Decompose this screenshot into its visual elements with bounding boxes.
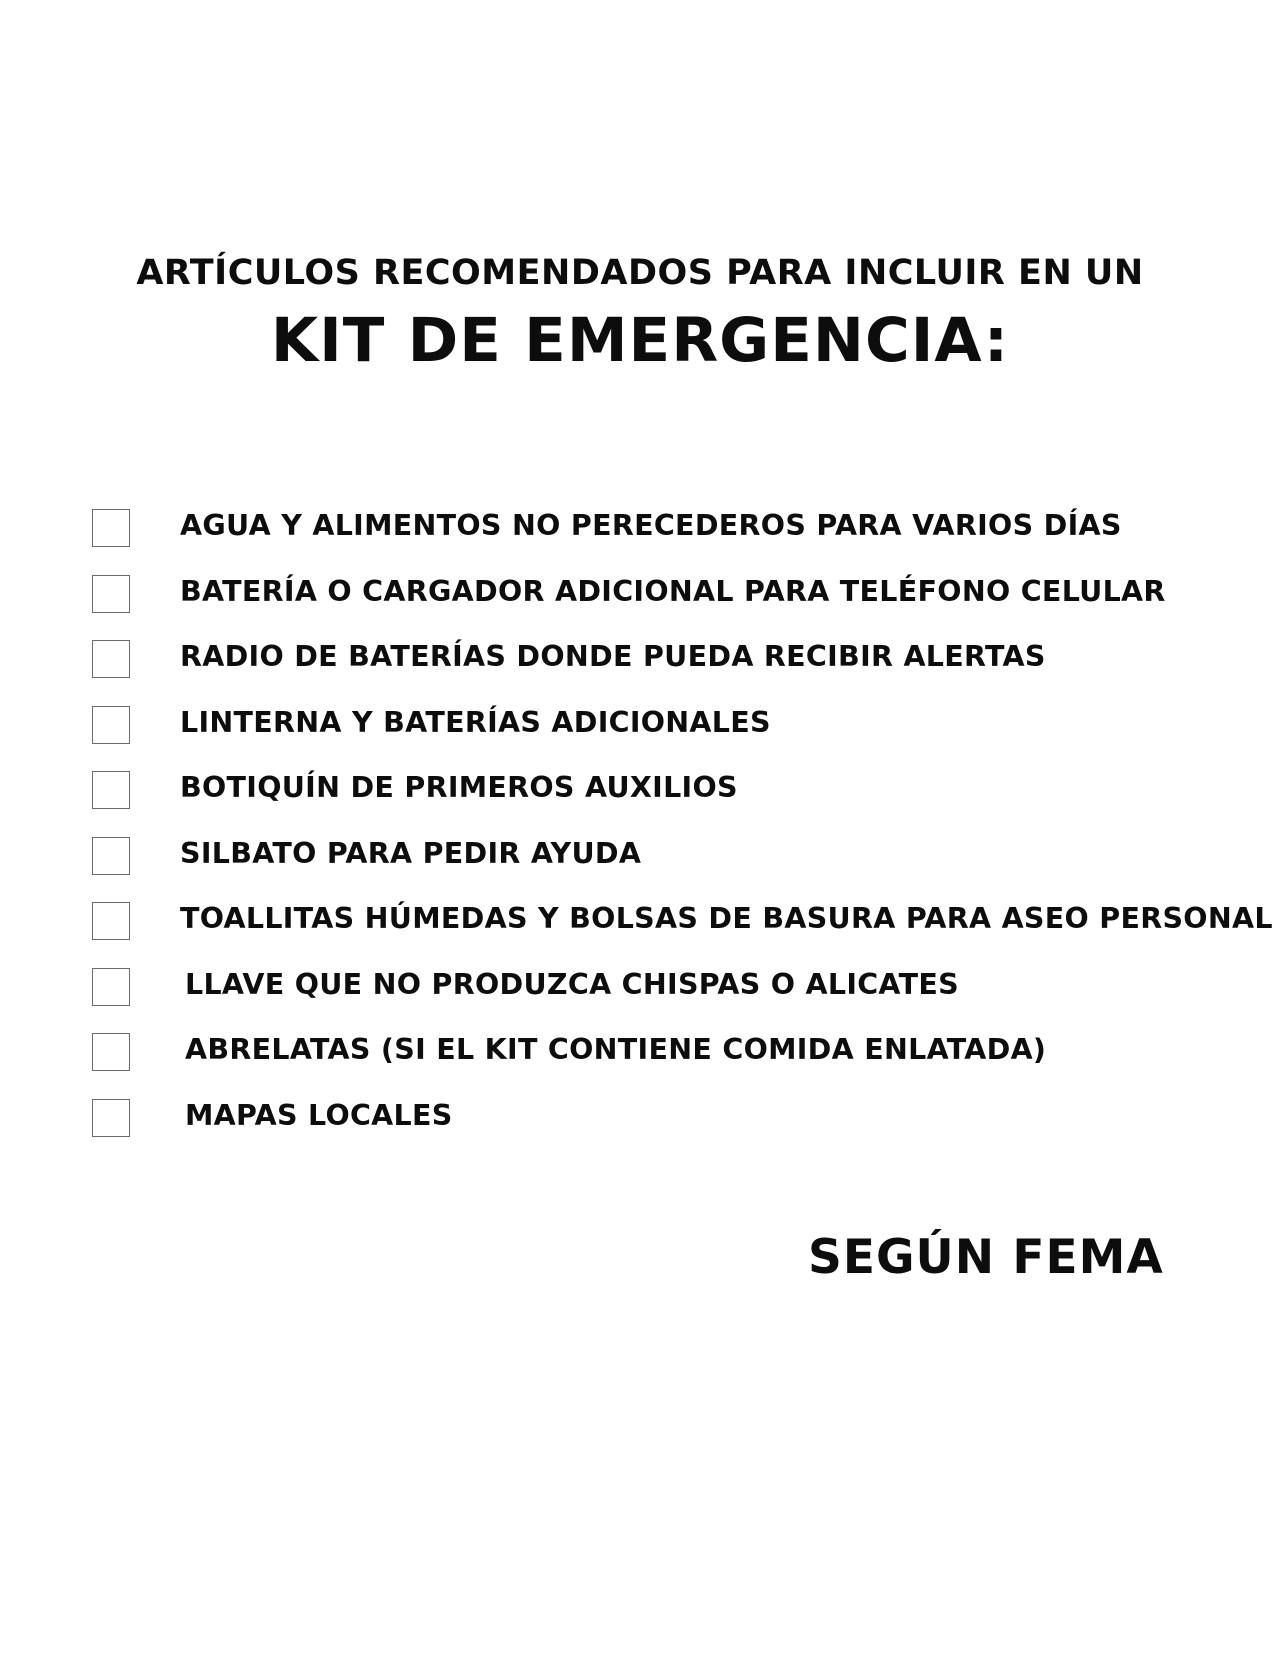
checklist-item [92, 507, 1252, 573]
checkbox[interactable] [92, 771, 130, 809]
checklist-item-label: BOTIQUÍN DE PRIMEROS AUXILIOS [180, 771, 738, 804]
checklist-item-label: RADIO DE BATERÍAS DONDE PUEDA RECIBIR ALERTAS [180, 640, 1046, 673]
checkbox[interactable] [92, 640, 130, 678]
checkbox[interactable] [92, 968, 130, 1006]
checkbox[interactable] [92, 1033, 130, 1071]
checklist-item [92, 704, 1252, 770]
checkbox[interactable] [92, 509, 130, 547]
checklist-item-label: BATERÍA O CARGADOR ADICIONAL PARA TELÉFONO CELULAR [180, 574, 1166, 608]
checkbox[interactable] [92, 837, 130, 875]
checklist-item-label: MAPAS LOCALES [185, 1098, 453, 1132]
checklist-item-label: SILBATO PARA PEDIR AYUDA [180, 836, 642, 870]
checklist-item [92, 638, 1252, 704]
checklist-item-label: AGUA Y ALIMENTOS NO PERECEDEROS PARA VARIOS DÍAS [180, 509, 1122, 542]
checklist-item [92, 900, 1273, 966]
checklist-item [92, 769, 1252, 835]
page-title: KIT DE EMERGENCIA: [270, 305, 1010, 376]
checklist-item [92, 835, 1252, 901]
checklist-item [92, 573, 1252, 639]
checklist-item [92, 1097, 1252, 1163]
checkbox[interactable] [92, 706, 130, 744]
checklist [92, 507, 1273, 1162]
checklist-item [92, 966, 1252, 1032]
checklist-item-label: TOALLITAS HÚMEDAS Y BOLSAS DE BASURA PARA ASEO PERSONAL [180, 902, 1273, 935]
checklist-item [92, 1031, 1252, 1097]
checklist-item-label: LINTERNA Y BATERÍAS ADICIONALES [180, 705, 771, 739]
checklist-item-label: ABRELATAS (SI EL KIT CONTIENE COMIDA ENLATADA) [185, 1033, 1047, 1066]
checkbox[interactable] [92, 902, 130, 940]
source-attribution: SEGÚN FEMA [808, 1230, 1164, 1285]
checkbox[interactable] [92, 1099, 130, 1137]
checklist-item-label: LLAVE QUE NO PRODUZCA CHISPAS O ALICATES [185, 967, 959, 1001]
checkbox[interactable] [92, 575, 130, 613]
subtitle: ARTÍCULOS RECOMENDADOS PARA INCLUIR EN UN [136, 253, 1144, 293]
